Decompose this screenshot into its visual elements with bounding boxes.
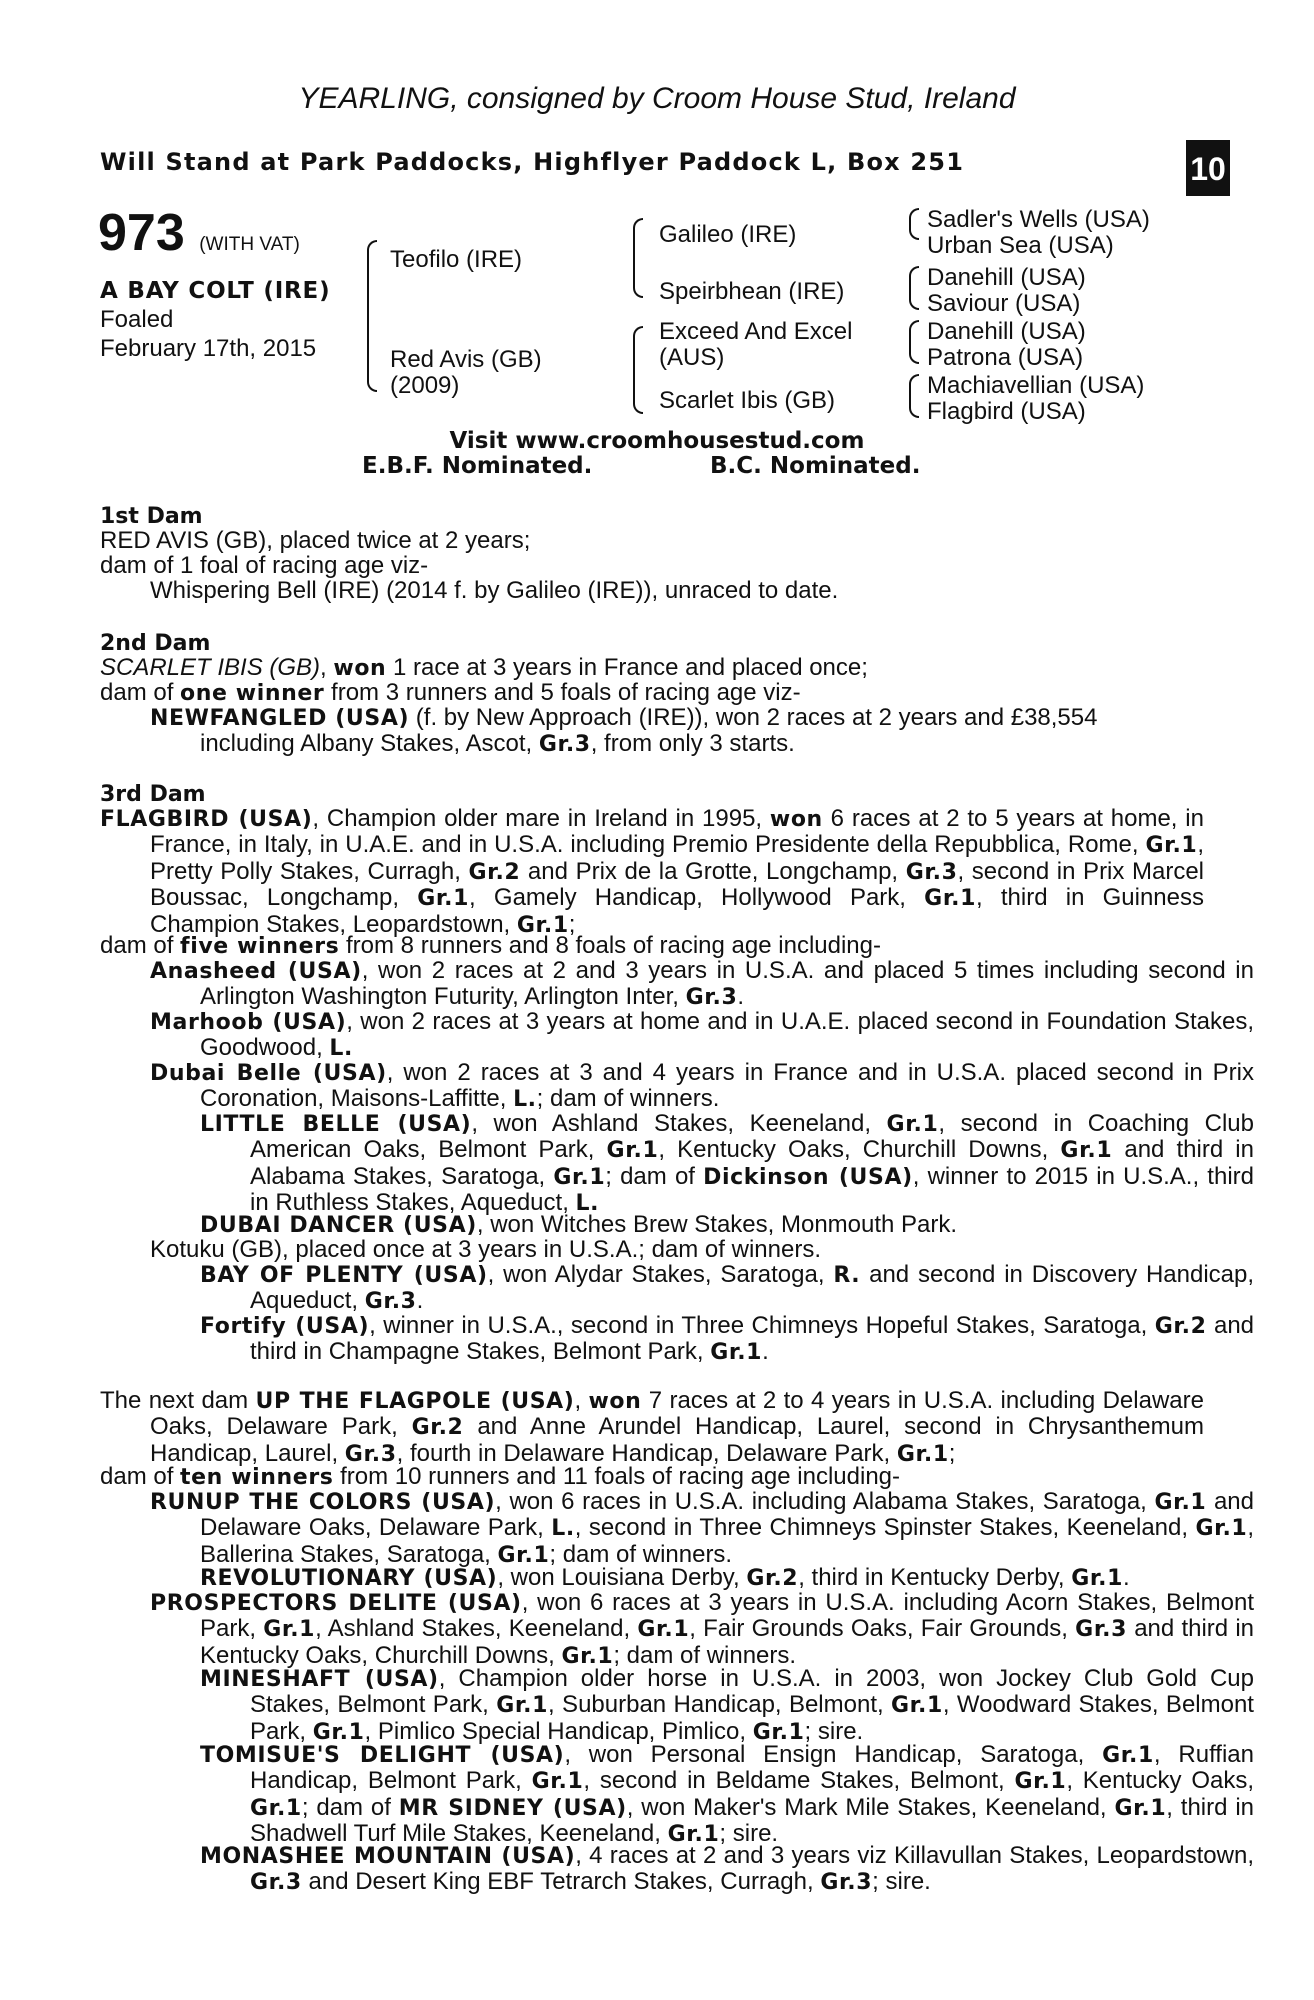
grade-gr2: Gr.2 xyxy=(746,1566,799,1591)
grade-gr1: Gr.1 xyxy=(561,1643,614,1669)
dam-of-text: dam of xyxy=(100,679,181,706)
grade-listed: L. xyxy=(551,1516,575,1542)
ms3: , Woodward Stakes, Belmont Park, xyxy=(250,1691,1254,1745)
mm1: , 4 races at 2 and 3 years viz Killavullan Stakes, Leopardstown, xyxy=(575,1842,1254,1869)
third-dam-heading: 3rd Dam xyxy=(100,782,206,807)
ms4: , Pimlico Special Handicap, Pimlico, xyxy=(364,1717,753,1745)
fb2: 6 races at 2 to 5 years at home, in France, in Italy, in U.A.E. and in U.S.A. including Premio Presidente della Repubblica, Rome, xyxy=(150,805,1204,859)
pedigree-brace-sire xyxy=(633,218,643,298)
grade-gr1: Gr.1 xyxy=(417,886,470,912)
grade-gr1: Gr.1 xyxy=(667,1822,720,1848)
fb6: , Gamely Handicap, Hollywood Park, xyxy=(469,884,925,912)
bp1: , won Alydar Stakes, Saratoga, xyxy=(487,1261,834,1288)
badge-number: 10 xyxy=(1190,151,1226,187)
pedigree-brace-g2 xyxy=(909,266,919,310)
mineshaft-entry xyxy=(200,1666,1254,1745)
grade-gr1: Gr.1 xyxy=(896,1441,949,1467)
runup-entry xyxy=(150,1489,1254,1568)
sep: , xyxy=(574,1387,589,1414)
gg-sire-8: Flagbird (USA) xyxy=(927,398,1086,425)
fb9: from 8 runners and 8 foals of racing age including- xyxy=(339,932,881,959)
db2: ; dam of winners. xyxy=(536,1085,720,1113)
ru4: , Ballerina Stakes, Saratoga, xyxy=(200,1514,1254,1568)
bp3: . xyxy=(416,1287,424,1315)
rv1: , won Louisiana Derby, xyxy=(497,1564,747,1591)
next-dam-intro: The next dam xyxy=(100,1387,256,1414)
grade-gr1: Gr.1 xyxy=(1145,833,1198,859)
dubai-dancer: DUBAI DANCER (USA) xyxy=(200,1213,477,1238)
t1: 7 races at 2 to 4 years in U.S.A. including Delaware Oaks, Delaware Park, xyxy=(150,1387,1204,1441)
ru3: , second in Three Chimneys Spinster Stakes, Keeneland, xyxy=(574,1514,1196,1542)
first-dam-line1: RED AVIS (GB), placed twice at 2 years; xyxy=(100,527,531,554)
dickinson: Dickinson (USA) xyxy=(703,1164,913,1190)
pd5: ; dam of winners. xyxy=(613,1641,797,1669)
marhoob-entry xyxy=(150,1009,1254,1062)
prospectors-entry xyxy=(150,1590,1254,1669)
ft3: . xyxy=(762,1338,769,1366)
sire: Teofilo (IRE) xyxy=(390,246,523,273)
foaled-label: Foaled xyxy=(100,306,174,333)
won-text: won xyxy=(769,807,823,832)
revolutionary: REVOLUTIONARY (USA) xyxy=(200,1566,498,1591)
bp2: and second in Discovery Handicap, Aqueduct, xyxy=(250,1261,1255,1315)
grade-gr1: Gr.1 xyxy=(637,1617,690,1643)
next-dam-entry xyxy=(100,1388,1204,1467)
little-belle: LITTLE BELLE (USA) xyxy=(200,1112,472,1137)
dam: Red Avis (GB) xyxy=(390,346,542,373)
runup-the-colors: RUNUP THE COLORS (USA) xyxy=(150,1490,496,1515)
grade-gr2: Gr.2 xyxy=(411,1415,464,1441)
fb3: , Pretty Polly Stakes, Curragh, xyxy=(150,831,1204,885)
fb4: and Prix de la Grotte, Longchamp, xyxy=(520,857,906,885)
bay-of-plenty: BAY OF PLENTY (USA) xyxy=(200,1263,488,1288)
gg-sire-7: Machiavellian (USA) xyxy=(927,372,1145,399)
dam-of-text: dam of xyxy=(100,932,181,959)
tm6: , won Maker's Mark Mile Stakes, Keeneland, xyxy=(626,1793,1115,1821)
tm8: ; sire. xyxy=(719,1820,779,1848)
t5: from 10 runners and 11 foals of racing age including- xyxy=(333,1463,901,1490)
grade-gr1: Gr.1 xyxy=(1102,1743,1154,1768)
grade-gr1: Gr.1 xyxy=(312,1719,365,1745)
kotuku-entry: Kotuku (GB), placed once at 3 years in U.S.A.; dam of winners. xyxy=(150,1236,821,1263)
ebf-nomination: E.B.F. Nominated. xyxy=(362,453,593,479)
rv3: . xyxy=(1123,1564,1130,1591)
foaled-info xyxy=(100,305,316,363)
mr-sidney: MR SIDNEY (USA) xyxy=(398,1795,627,1821)
db1: , won 2 races at 3 and 4 years in France and in U.S.A. placed second in Prix Coronation, Maisons-Laffitte, xyxy=(200,1059,1254,1113)
up-the-flagpole: UP THE FLAGPOLE (USA) xyxy=(255,1389,575,1414)
stand-location: Will Stand at Park Paddocks, Highflyer Paddock L, Box 251 xyxy=(100,148,965,176)
second-dam-line2 xyxy=(100,680,1204,706)
lb4: and third in Alabama Stakes, Saratoga, xyxy=(250,1136,1254,1190)
website-line: Visit www.croomhousestud.com xyxy=(449,428,865,454)
anasheed-entry xyxy=(150,958,1254,1011)
ru2: and Delaware Oaks, Delaware Park, xyxy=(200,1488,1255,1542)
grade-gr1: Gr.1 xyxy=(1014,1769,1067,1795)
grade-gr1: Gr.1 xyxy=(497,1542,550,1568)
ru5: ; dam of winners. xyxy=(549,1540,733,1568)
gg-sire-5: Danehill (USA) xyxy=(927,318,1086,345)
t3: , fourth in Delaware Handicap, Delaware Park, xyxy=(396,1439,897,1467)
dam-of-text: dam of xyxy=(100,1463,181,1490)
fb8: ; xyxy=(568,910,576,938)
grade-gr1: Gr.1 xyxy=(553,1164,606,1190)
flagbird-entry xyxy=(100,806,1204,938)
one-winner: one winner xyxy=(180,681,325,706)
dubai-dancer-entry xyxy=(200,1212,1204,1238)
fb5: , second in Prix Marcel Boussac, Longchamp, xyxy=(150,857,1204,912)
pd2: , Ashland Stakes, Keeneland, xyxy=(315,1615,638,1643)
dd1: , won Witches Brew Stakes, Monmouth Park. xyxy=(476,1211,958,1238)
tomisue-entry xyxy=(200,1742,1254,1848)
grade-gr1: Gr.1 xyxy=(496,1693,549,1719)
bay-of-plenty-entry xyxy=(200,1262,1254,1315)
pedigree-brace-main xyxy=(367,240,377,392)
tm1: , won Personal Ensign Handicap, Saratoga, xyxy=(564,1741,1103,1768)
tm3: , second in Beldame Stakes, Belmont, xyxy=(583,1767,1015,1795)
pd3: , Fair Grounds Oaks, Fair Grounds, xyxy=(689,1615,1076,1643)
badge-plus: + xyxy=(1189,124,1200,144)
ft1: , winner in U.S.A., second in Three Chimneys Hopeful Stakes, Saratoga, xyxy=(369,1312,1155,1339)
an1: , won 2 races at 2 and 3 years in U.S.A. and placed 5 times including second in Arlington Washington Futurity, Arlington Inter, xyxy=(200,957,1254,1011)
gg-sire-1: Sadler's Wells (USA) xyxy=(927,206,1150,233)
pedigree-brace-dam xyxy=(633,326,643,414)
fortify: Fortify (USA) xyxy=(200,1314,370,1339)
gg-sire-4: Saviour (USA) xyxy=(927,290,1081,317)
marhoob: Marhoob (USA) xyxy=(150,1010,347,1035)
second-dam-text: 1 race at 3 years in France and placed once; xyxy=(386,654,868,681)
first-dam-line2: dam of 1 foal of racing age viz- xyxy=(100,552,429,579)
sire-sire: Galileo (IRE) xyxy=(659,221,797,248)
pedigree-brace-g3 xyxy=(909,320,919,364)
fortify-entry xyxy=(200,1313,1254,1366)
anasheed: Anasheed (USA) xyxy=(150,959,362,984)
first-dam-heading: 1st Dam xyxy=(100,504,203,529)
lb6: , winner to 2015 in U.S.A., third in Ruthless Stakes, Aqueduct, xyxy=(250,1162,1254,1217)
third-dam-summary xyxy=(100,933,1204,959)
grade-gr1: Gr.1 xyxy=(924,886,976,912)
tm7: , third in Shadwell Turf Mile Stakes, Keeneland, xyxy=(250,1793,1255,1848)
t4: ; xyxy=(948,1439,956,1467)
flagbird: FLAGBIRD (USA) xyxy=(100,807,313,832)
grade-gr3: Gr.3 xyxy=(364,1289,417,1315)
grade-gr1: Gr.1 xyxy=(886,1112,939,1137)
grade-gr1: Gr.1 xyxy=(250,1795,302,1821)
lb3: , Kentucky Oaks, Churchill Downs, xyxy=(658,1136,1061,1164)
pedigree-brace-g4 xyxy=(909,374,919,418)
monashee-entry xyxy=(200,1843,1254,1896)
newfangled-text1: (f. by New Approach (IRE)), won 2 races at 2 years and £38,554 xyxy=(409,704,1098,731)
grade-gr3: Gr.3 xyxy=(250,1870,302,1896)
grade-restricted: R. xyxy=(833,1263,861,1288)
grade-gr1: Gr.1 xyxy=(606,1138,659,1164)
grade-gr1: Gr.1 xyxy=(1195,1516,1248,1542)
grade-gr1: Gr.1 xyxy=(891,1693,943,1719)
lb2: , second in Coaching Club American Oaks, Belmont Park, xyxy=(250,1110,1254,1164)
newfangled: NEWFANGLED (USA) xyxy=(150,706,410,731)
second-dam-text2: from 3 runners and 5 foals of racing age viz- xyxy=(324,679,801,706)
consignor-line: YEARLING, consigned by Croom House Stud, Ireland xyxy=(298,82,1016,115)
bc-nomination: B.C. Nominated. xyxy=(710,453,921,479)
grade-gr1: Gr.1 xyxy=(1071,1566,1124,1591)
second-dam-line1: SCARLET IBIS (GB), won 1 race at 3 years in France and placed once; xyxy=(100,654,868,681)
pedigree-brace-g1 xyxy=(909,208,919,240)
t2: and Anne Arundel Handicap, Laurel, second in Chrysanthemum Handicap, Laurel, xyxy=(150,1413,1204,1467)
fb1: , Champion older mare in Ireland in 1995, xyxy=(312,805,770,832)
scarlet-ibis: SCARLET IBIS (GB) xyxy=(100,654,321,681)
tomisues-delight: TOMISUE'S DELIGHT (USA) xyxy=(200,1743,565,1768)
grade-gr1: Gr.1 xyxy=(710,1340,763,1366)
grade-gr1: Gr.1 xyxy=(1114,1795,1167,1821)
gg-sire-3: Danehill (USA) xyxy=(927,264,1086,291)
newfangled-text3: , from only 3 starts. xyxy=(590,730,795,758)
grade-gr3: Gr.3 xyxy=(685,985,738,1011)
grade-listed: L. xyxy=(575,1191,600,1217)
ms1: , Champion older horse in U.S.A. in 2003, won Jockey Club Gold Cup Stakes, Belmont Park, xyxy=(250,1665,1254,1719)
sire-dam: Speirbhean (IRE) xyxy=(659,278,845,305)
tm2: , Ruffian Handicap, Belmont Park, xyxy=(250,1741,1255,1795)
tm5: ; dam of xyxy=(301,1793,399,1821)
lb5: ; dam of xyxy=(605,1162,704,1190)
pd1: , won 6 races at 3 years in U.S.A. including Acorn Stakes, Belmont Park, xyxy=(200,1589,1255,1643)
grade-gr1: Gr.1 xyxy=(516,912,569,938)
grade-gr1: Gr.1 xyxy=(752,1719,805,1745)
newfangled-entry xyxy=(150,705,1254,758)
tm4: , Kentucky Oaks, xyxy=(1066,1767,1254,1795)
grade-gr2: Gr.2 xyxy=(468,859,521,885)
won-text: won xyxy=(333,656,387,681)
ft2: and third in Champagne Stakes, Belmont Park, xyxy=(250,1312,1255,1366)
ten-winners: ten winners xyxy=(180,1465,334,1490)
grade-gr3: Gr.3 xyxy=(820,1870,873,1896)
grade-gr1: Gr.1 xyxy=(263,1617,316,1643)
revolutionary-entry xyxy=(200,1565,1204,1591)
grade-gr1: Gr.1 xyxy=(531,1769,584,1795)
page-badge xyxy=(1186,124,1230,196)
little-belle-entry xyxy=(200,1111,1254,1217)
newfangled-text2: including Albany Stakes, Ascot, xyxy=(200,730,539,758)
next-dam-summary xyxy=(100,1464,1204,1490)
grade-gr3: Gr.3 xyxy=(1075,1617,1128,1643)
foaled-date: February 17th, 2015 xyxy=(100,335,317,362)
fb7: , third in Guinness Champion Stakes, Leopardstown, xyxy=(150,884,1204,938)
dubai-belle-entry xyxy=(150,1060,1254,1113)
grade-listed: L. xyxy=(329,1036,353,1062)
grade-gr2: Gr.2 xyxy=(1154,1314,1207,1339)
grade-gr1: Gr.1 xyxy=(1060,1138,1113,1164)
second-dam-heading: 2nd Dam xyxy=(100,631,211,656)
grade-gr3: Gr.3 xyxy=(344,1441,397,1467)
grade-gr3: Gr.3 xyxy=(538,732,591,758)
prospectors-delite: PROSPECTORS DELITE (USA) xyxy=(150,1591,522,1616)
first-dam-line3: Whispering Bell (IRE) (2014 f. by Galileo (IRE)), unraced to date. xyxy=(150,577,839,604)
dam-dam: Scarlet Ibis (GB) xyxy=(659,387,836,414)
ru1: , won 6 races in U.S.A. including Alabama Stakes, Saratoga, xyxy=(495,1488,1155,1515)
grade-listed: L. xyxy=(513,1087,537,1113)
monashee-mountain: MONASHEE MOUNTAIN (USA) xyxy=(200,1844,576,1869)
won-text: won xyxy=(588,1389,642,1414)
ms2: , Suburban Handicap, Belmont, xyxy=(548,1691,892,1719)
lot-number: 973 xyxy=(98,204,185,262)
an2: . xyxy=(737,983,745,1011)
lb1: , won Ashland Stakes, Keeneland, xyxy=(471,1110,887,1137)
gg-sire-2: Urban Sea (USA) xyxy=(927,232,1114,259)
lot-number-block xyxy=(98,204,300,270)
five-winners: five winners xyxy=(180,934,340,959)
mm3: ; sire. xyxy=(872,1868,931,1896)
mm2: and Desert King EBF Tetrarch Stakes, Curragh, xyxy=(301,1868,821,1896)
dam-sire-line2: (AUS) xyxy=(659,344,725,371)
dubai-belle: Dubai Belle (USA) xyxy=(150,1061,387,1086)
rv2: , third in Kentucky Derby, xyxy=(798,1564,1072,1591)
lot-title: A BAY COLT (IRE) xyxy=(100,278,331,304)
vat-note: (WITH VAT) xyxy=(199,234,300,255)
grade-gr1: Gr.1 xyxy=(1154,1490,1207,1515)
pd4: and third in Kentucky Oaks, Churchill Downs, xyxy=(200,1615,1254,1669)
dam-sire-line1: Exceed And Excel xyxy=(659,318,853,345)
mh1: , won 2 races at 3 years at home and in U.A.E. placed second in Foundation Stakes, Goodwood, xyxy=(200,1008,1254,1062)
dam-year: (2009) xyxy=(390,372,460,399)
mineshaft: MINESHAFT (USA) xyxy=(200,1667,439,1692)
grade-gr3: Gr.3 xyxy=(905,859,958,885)
ms5: ; sire. xyxy=(804,1717,864,1745)
gg-sire-6: Patrona (USA) xyxy=(927,344,1084,371)
